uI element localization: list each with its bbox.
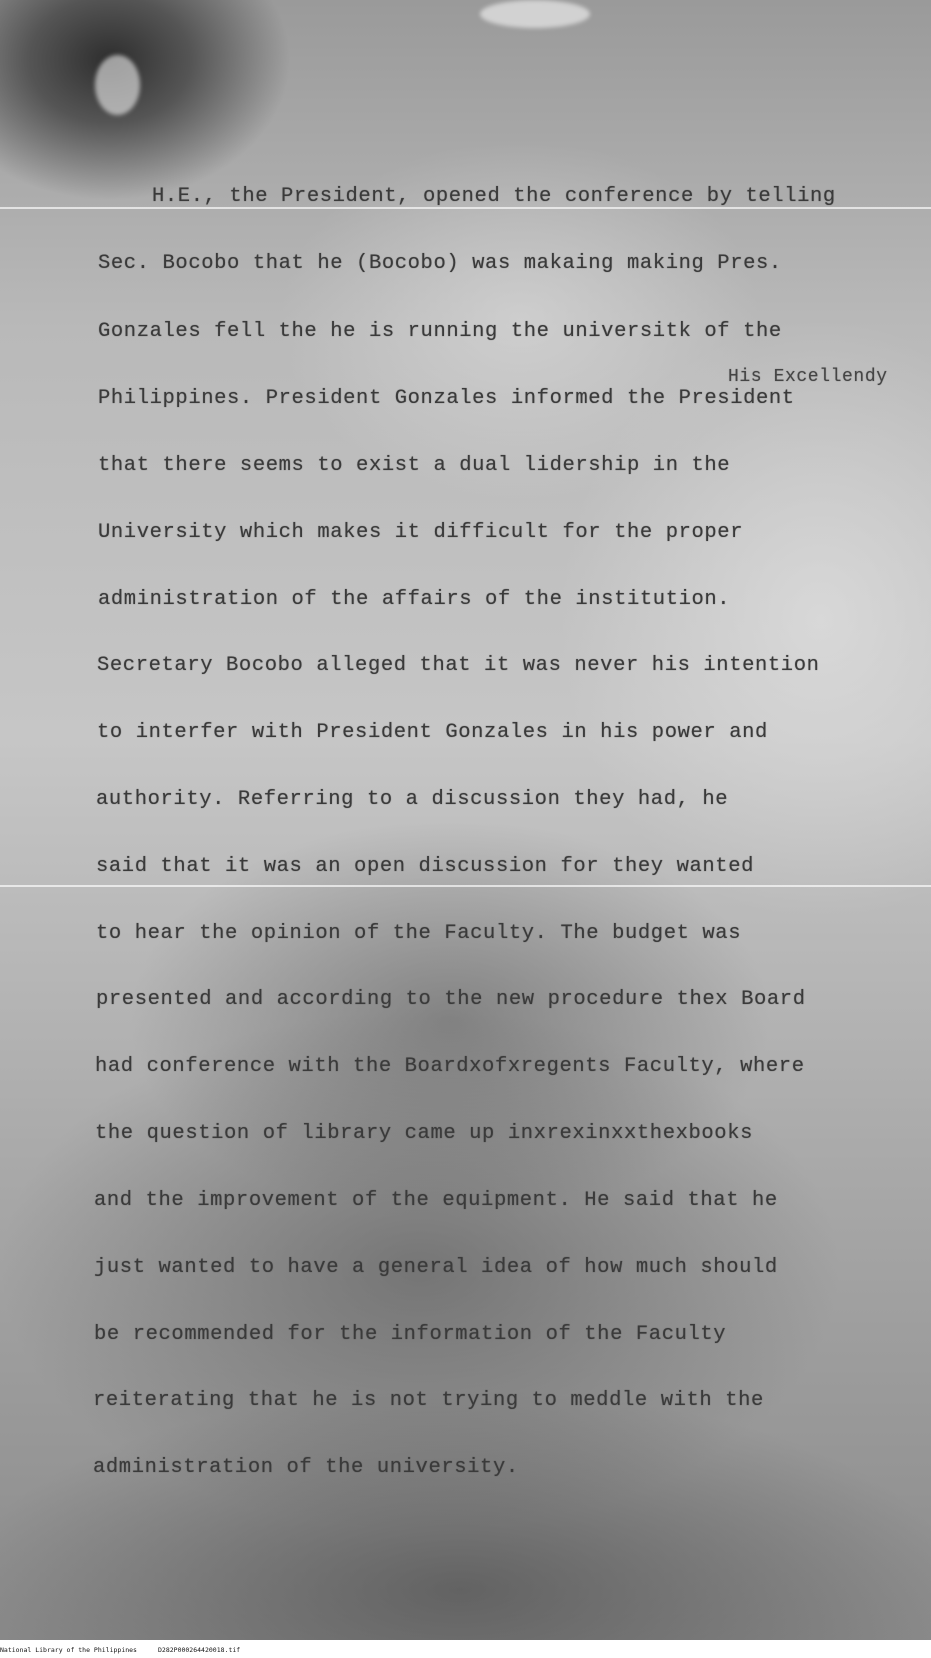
scan-smudge <box>95 55 140 115</box>
text-line: just wanted to have a general idea of how much should <box>94 1256 778 1279</box>
text-line: H.E., the President, opened the conference by telling <box>152 185 836 208</box>
scan-footer <box>0 1640 931 1658</box>
text-line: University which makes it difficult for the proper <box>98 521 744 544</box>
text-line: Gonzales fell the he is running the universitk of the <box>98 320 782 343</box>
text-line: to interfer with President Gonzales in his power and <box>97 721 768 744</box>
text-line: to hear the opinion of the Faculty. The budget was <box>96 922 742 945</box>
text-line: said that it was an open discussion for they wanted <box>96 855 755 878</box>
text-line: and the improvement of the equipment. He said that he <box>94 1189 778 1212</box>
footer-source: National Library of the Philippines <box>0 1646 137 1654</box>
text-line: the question of library came up inxrexinxxthexbooks <box>95 1122 754 1145</box>
text-line: authority. Referring to a discussion they had, he <box>96 788 729 811</box>
text-line: that there seems to exist a dual lidership in the <box>98 454 731 477</box>
text-line: had conference with the Boardxofxregents Faculty, where <box>95 1055 805 1078</box>
interlinear-insert: His Excellendy <box>728 367 888 387</box>
text-line: Philippines. President Gonzales informed the President <box>98 387 795 410</box>
footer-file-id: D282P000264420018.tif <box>158 1646 241 1654</box>
scan-fold-line <box>0 885 931 887</box>
text-line: administration of the affairs of the institution. <box>98 588 731 611</box>
text-line: reiterating that he is not trying to meddle with the <box>93 1389 764 1412</box>
text-line: Sec. Bocobo that he (Bocobo) was makaing making Pres. <box>98 252 782 275</box>
text-line: Secretary Bocobo alleged that it was never his intention <box>97 654 820 677</box>
scan-smudge <box>480 0 590 28</box>
text-line: be recommended for the information of the Faculty <box>94 1323 727 1346</box>
text-line: administration of the university. <box>93 1456 519 1479</box>
text-line: presented and according to the new procedure thex Board <box>96 988 806 1011</box>
